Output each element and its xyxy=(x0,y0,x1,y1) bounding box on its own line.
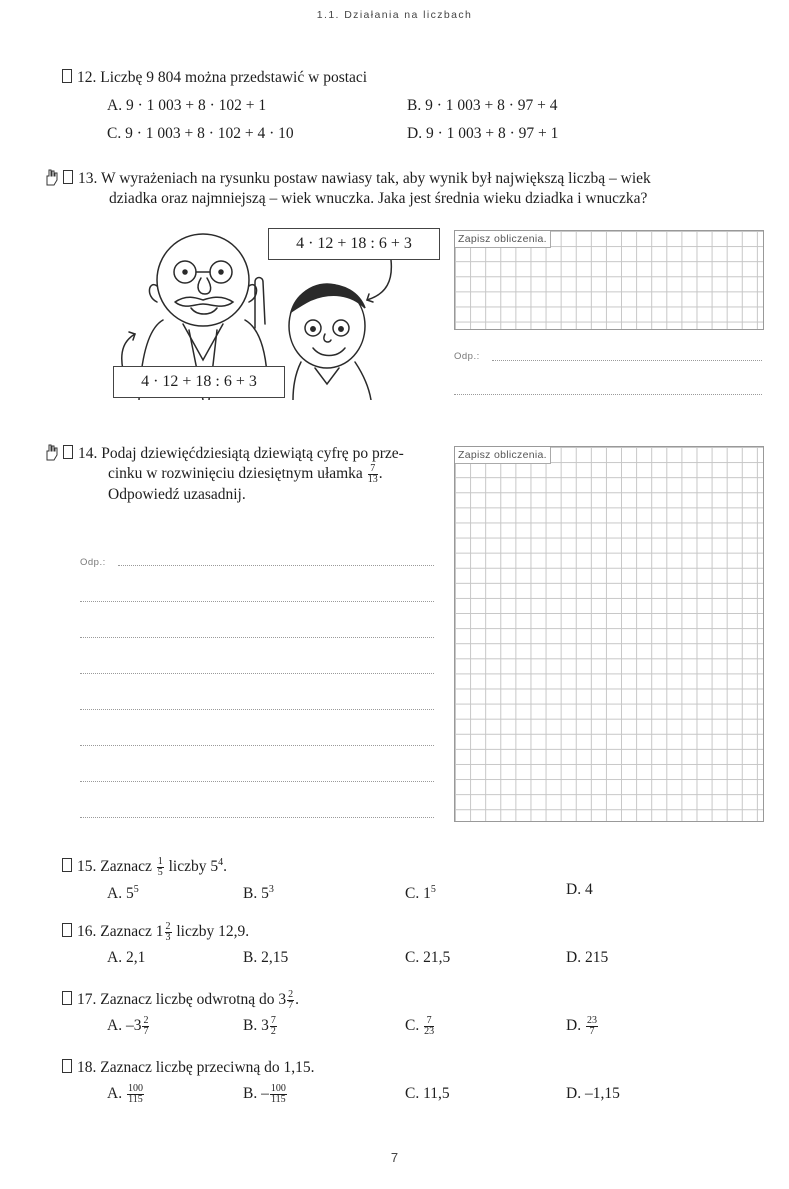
fraction-numerator: 2 xyxy=(288,989,294,1000)
q18-option-c: C. 11,5 xyxy=(405,1085,450,1102)
fraction-numerator: 100 xyxy=(270,1083,286,1094)
q16-option-d: D. 215 xyxy=(566,949,609,966)
q16-option-c: C. 21,5 xyxy=(405,949,451,966)
q15-option-c xyxy=(405,880,436,904)
fraction-denominator: 7 xyxy=(589,1026,595,1037)
fraction-numerator: 7 xyxy=(424,1016,434,1027)
q13-answer-line[interactable] xyxy=(492,360,762,361)
option-fraction xyxy=(270,1084,287,1105)
q14-answer-line[interactable] xyxy=(80,745,434,746)
fraction-numerator: 2 xyxy=(143,1015,149,1026)
q12-option-a: A. 9 · 1 003 + 8 · 102 + 1 xyxy=(107,97,267,114)
question-15-text: 15. Zaznacz xyxy=(77,858,152,876)
hand-icon xyxy=(44,443,60,461)
question-13 xyxy=(44,168,651,189)
hand-icon xyxy=(44,168,60,186)
fraction-denominator: 2 xyxy=(270,1026,276,1037)
question-13-line1: 13. W wyrażeniach na rysunku postaw nawiasy tak, aby wynik był największą liczbą – wiek xyxy=(78,170,651,187)
q17-option-d xyxy=(566,1016,599,1037)
q14-answer-label: Odp.: xyxy=(80,557,106,568)
option-text: A. –3 xyxy=(107,1017,142,1035)
q15-option-b xyxy=(243,880,274,904)
expression-top-box: 4 · 12 + 18 : 6 + 3 xyxy=(268,228,440,260)
answer-checkbox[interactable] xyxy=(62,858,72,872)
fraction-denominator: 115 xyxy=(128,1094,143,1105)
fraction-numerator: 2 xyxy=(165,921,171,932)
q17-option-b xyxy=(243,1016,278,1037)
option-text: B. – xyxy=(243,1085,269,1103)
q18-option-b xyxy=(243,1084,288,1105)
q18-option-d: D. –1,15 xyxy=(566,1085,620,1102)
q17-option-a xyxy=(107,1016,150,1037)
q14-answer-line[interactable] xyxy=(80,817,434,818)
sentence-end: . xyxy=(378,465,383,483)
q16-option-b: B. 2,15 xyxy=(243,949,289,966)
question-14-line2-text: cinku w rozwinięciu dziesiętnym ułamka xyxy=(108,465,363,483)
running-header: 1.1. Działania na liczbach xyxy=(316,9,473,21)
q12-option-b: B. 9 · 1 003 + 8 · 97 + 4 xyxy=(407,97,558,114)
q12-option-c: C. 9 · 1 003 + 8 · 102 + 4 · 10 xyxy=(107,125,294,142)
fraction-numerator: 1 xyxy=(157,856,163,868)
question-15-text-end: liczby 5 xyxy=(168,858,219,876)
question-14-line1: 14. Podaj dziewięćdziesiątą dziewiątą cyfrę po prze- xyxy=(78,445,404,462)
fraction-denominator: 7 xyxy=(288,1000,294,1011)
fraction-numerator: 7 xyxy=(368,464,378,475)
q14-answer-line[interactable] xyxy=(80,637,434,638)
q13-answer-label: Odp.: xyxy=(454,351,480,362)
fraction-denominator: 5 xyxy=(157,867,163,879)
question-16-text: 16. Zaznacz 1 xyxy=(77,923,164,941)
question-17-text: 17. Zaznacz liczbę odwrotną do 3 xyxy=(77,991,287,1009)
option-text: A. xyxy=(107,1085,123,1103)
question-14 xyxy=(44,443,404,464)
exponent: 3 xyxy=(268,884,274,895)
fraction-numerator: 7 xyxy=(270,1015,276,1026)
fraction-denominator: 115 xyxy=(271,1094,286,1105)
q13-calculation-grid[interactable] xyxy=(454,230,764,330)
q14-grid-label: Zapisz obliczenia. xyxy=(455,447,551,464)
option-text: D. xyxy=(566,1017,582,1035)
question-18-text: 18. Zaznacz liczbę przeciwną do 1,15. xyxy=(77,1059,315,1076)
answer-checkbox[interactable] xyxy=(62,991,72,1005)
exponent: 4 xyxy=(218,857,224,868)
sentence-end: . xyxy=(223,858,227,876)
q15-option-d: D. 4 xyxy=(566,881,593,898)
exponent: 5 xyxy=(133,884,139,895)
fraction-denominator: 23 xyxy=(424,1026,435,1037)
question-17 xyxy=(62,990,299,1011)
answer-checkbox[interactable] xyxy=(63,170,73,184)
question-16 xyxy=(62,922,249,943)
fraction-2-7 xyxy=(287,990,294,1011)
question-14-line2 xyxy=(108,464,383,485)
fraction-numerator: 23 xyxy=(586,1015,597,1026)
fraction-denominator: 3 xyxy=(165,932,171,943)
option-text: B. 3 xyxy=(243,1017,269,1035)
q14-calculation-grid[interactable] xyxy=(454,446,764,822)
option-fraction xyxy=(424,1016,434,1037)
option-fraction xyxy=(270,1016,277,1037)
q13-grid-label: Zapisz obliczenia. xyxy=(455,231,551,248)
q16-option-a: A. 2,1 xyxy=(107,949,146,966)
answer-checkbox[interactable] xyxy=(63,445,73,459)
option-text: B. 5 xyxy=(243,885,269,903)
option-text: C. 1 xyxy=(405,885,431,903)
fraction-numerator: 100 xyxy=(127,1083,143,1094)
answer-checkbox[interactable] xyxy=(62,1059,72,1073)
option-text: A. 5 xyxy=(107,885,134,903)
option-fraction xyxy=(142,1016,149,1037)
option-fraction xyxy=(586,1016,598,1037)
q14-answer-line[interactable] xyxy=(80,673,434,674)
question-18 xyxy=(62,1058,315,1078)
fraction-2-3 xyxy=(165,922,172,943)
q13-answer-line[interactable] xyxy=(454,394,762,395)
exponent: 5 xyxy=(430,884,436,895)
q14-answer-line[interactable] xyxy=(80,601,434,602)
question-12-text: 12. Liczbę 9 804 można przedstawić w postaci xyxy=(77,69,368,86)
q17-option-c xyxy=(405,1016,435,1037)
option-text: C. xyxy=(405,1017,420,1035)
sentence-end: . xyxy=(295,991,300,1009)
answer-checkbox[interactable] xyxy=(62,69,72,83)
answer-checkbox[interactable] xyxy=(62,923,72,937)
fraction-7-13 xyxy=(368,464,378,485)
page-number: 7 xyxy=(390,1150,399,1165)
fraction-1-5 xyxy=(157,857,164,878)
q18-option-a xyxy=(107,1084,145,1105)
question-14-line3: Odpowiedź uzasadnij. xyxy=(108,486,246,503)
q15-option-a xyxy=(107,880,139,904)
question-15 xyxy=(62,853,227,878)
expression-bottom-box: 4 · 12 + 18 : 6 + 3 xyxy=(113,366,285,398)
question-12 xyxy=(62,68,367,88)
q14-answer-line[interactable] xyxy=(80,709,434,710)
question-16-text-end: liczby 12,9. xyxy=(176,923,250,941)
question-13-line2: dziadka oraz najmniejszą – wiek wnuczka. Jaka jest średnia wieku dziadka i wnuczka? xyxy=(109,190,648,207)
q14-answer-line[interactable] xyxy=(80,781,434,782)
fraction-denominator: 13 xyxy=(367,474,378,485)
fraction-denominator: 7 xyxy=(143,1026,149,1037)
option-fraction xyxy=(127,1084,144,1105)
q14-answer-line[interactable] xyxy=(118,565,434,566)
q12-option-d: D. 9 · 1 003 + 8 · 97 + 1 xyxy=(407,125,559,142)
